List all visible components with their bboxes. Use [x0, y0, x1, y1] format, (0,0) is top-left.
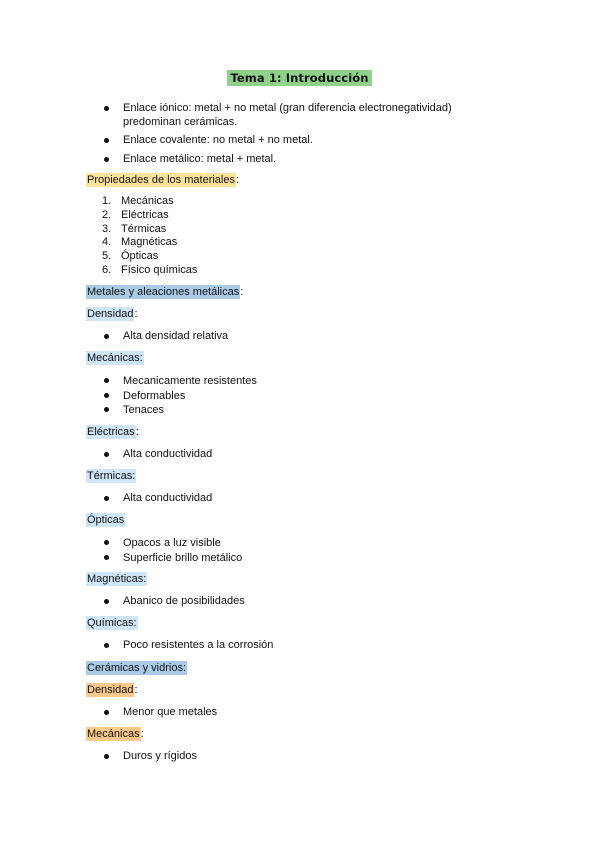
list-item-text: Abanico de posibilidades — [123, 595, 245, 607]
ceramicas-mecanicas-label — [86, 727, 144, 741]
highlighted-heading: Propiedades de los materiales — [87, 174, 235, 186]
list-item — [86, 236, 486, 250]
list-item-text: Enlace iónico: metal + no metal (gran diferencia electronegatividad) predominan cerámicas. — [123, 102, 452, 128]
item-number: 1. — [102, 195, 112, 207]
list-item — [86, 639, 486, 653]
list-item — [86, 595, 486, 609]
item-number: 6. — [102, 263, 112, 276]
list-item-text: Mecanicamente resistentes — [123, 375, 257, 387]
subheading: Mecánicas — [87, 728, 140, 740]
list-item — [86, 536, 486, 551]
metales-mecanicas-list — [86, 374, 486, 418]
list-item-text: Superficie brillo metálico — [123, 551, 243, 564]
list-item-text: Alta conductividad — [123, 448, 213, 460]
subheading: Densidad — [87, 308, 134, 320]
list-item — [86, 706, 486, 720]
subheading: Densidad — [87, 684, 134, 696]
subheading: Eléctricas — [87, 426, 135, 438]
list-item — [86, 209, 486, 223]
metales-magneticas-label — [86, 572, 147, 586]
heading-colon: : — [235, 174, 240, 186]
list-item — [86, 492, 486, 506]
list-item — [86, 403, 486, 418]
list-item — [86, 264, 486, 278]
list-item-text: Enlace metálico: metal + metal. — [123, 152, 277, 165]
list-item-text: Magnéticas — [121, 236, 178, 249]
list-item-text: Físico químicas — [121, 263, 198, 276]
highlighted-heading: Cerámicas y vidrios: — [87, 662, 187, 674]
metales-electricas-list — [86, 448, 486, 462]
heading-colon: : — [140, 728, 144, 740]
list-item-text: Alta densidad relativa — [123, 330, 229, 342]
item-number: 5. — [102, 250, 112, 263]
page-title: Tema 1: Introducción — [227, 70, 371, 86]
metales-heading — [86, 285, 243, 299]
subheading: Ópticas — [87, 514, 125, 526]
item-number: 3. — [102, 222, 112, 235]
metales-densidad-label — [86, 307, 138, 321]
metales-densidad-list — [86, 330, 486, 344]
list-item-text: Térmicas — [121, 222, 167, 235]
subheading: Químicas: — [87, 617, 137, 629]
list-item — [86, 448, 486, 462]
ceramicas-densidad-label — [86, 683, 138, 697]
list-item — [86, 134, 506, 148]
list-item-text: Eléctricas — [121, 208, 169, 221]
list-item-text: Mecánicas — [121, 195, 174, 207]
list-item — [86, 750, 486, 764]
item-number: 2. — [102, 208, 112, 221]
list-item — [86, 374, 486, 389]
metales-quimicas-label — [86, 616, 138, 630]
highlighted-heading: Metales y aleaciones metálicas — [87, 286, 240, 298]
list-item — [86, 330, 486, 344]
list-item-text: Menor que metales — [123, 706, 218, 718]
heading-colon: : — [135, 426, 139, 438]
propiedades-list — [86, 195, 486, 278]
list-item-text: Opacos a luz visible — [123, 537, 221, 549]
metales-quimicas-list — [86, 639, 486, 653]
subheading: Térmicas: — [87, 470, 136, 482]
metales-opticas-list — [86, 536, 486, 565]
ceramicas-mecanicas-list — [86, 750, 486, 764]
list-item-text: Duros y rígidos — [123, 750, 197, 762]
list-item — [86, 389, 486, 404]
subheading: Magnéticas: — [87, 573, 147, 585]
list-item — [86, 195, 486, 209]
metales-opticas-label — [86, 513, 125, 527]
list-item — [86, 551, 486, 566]
list-item-text: Alta conductividad — [123, 492, 213, 504]
metales-magneticas-list — [86, 595, 486, 609]
intro-list — [86, 102, 506, 166]
ceramicas-densidad-list — [86, 706, 486, 720]
metales-mecanicas-label — [86, 351, 144, 365]
propiedades-heading — [86, 173, 239, 187]
heading-colon: : — [134, 308, 138, 320]
list-item-text: Tenaces — [123, 404, 164, 417]
list-item-text: Deformables — [123, 389, 186, 402]
list-item — [86, 153, 506, 167]
title-row — [0, 70, 599, 86]
item-number: 4. — [102, 236, 112, 249]
metales-termicas-list — [86, 492, 486, 506]
list-item-text: Poco resistentes a la corrosión — [123, 639, 274, 651]
list-item — [86, 223, 486, 237]
list-item — [86, 250, 486, 264]
metales-termicas-label — [86, 469, 136, 483]
heading-colon: : — [240, 286, 244, 298]
metales-electricas-label — [86, 425, 139, 439]
list-item-text: Ópticas — [121, 250, 159, 263]
subheading: Mecánicas: — [87, 352, 143, 364]
list-item — [86, 102, 506, 129]
heading-colon: : — [134, 684, 138, 696]
ceramicas-heading — [86, 661, 187, 675]
list-item-text: Enlace covalente: no metal + no metal. — [123, 134, 313, 146]
